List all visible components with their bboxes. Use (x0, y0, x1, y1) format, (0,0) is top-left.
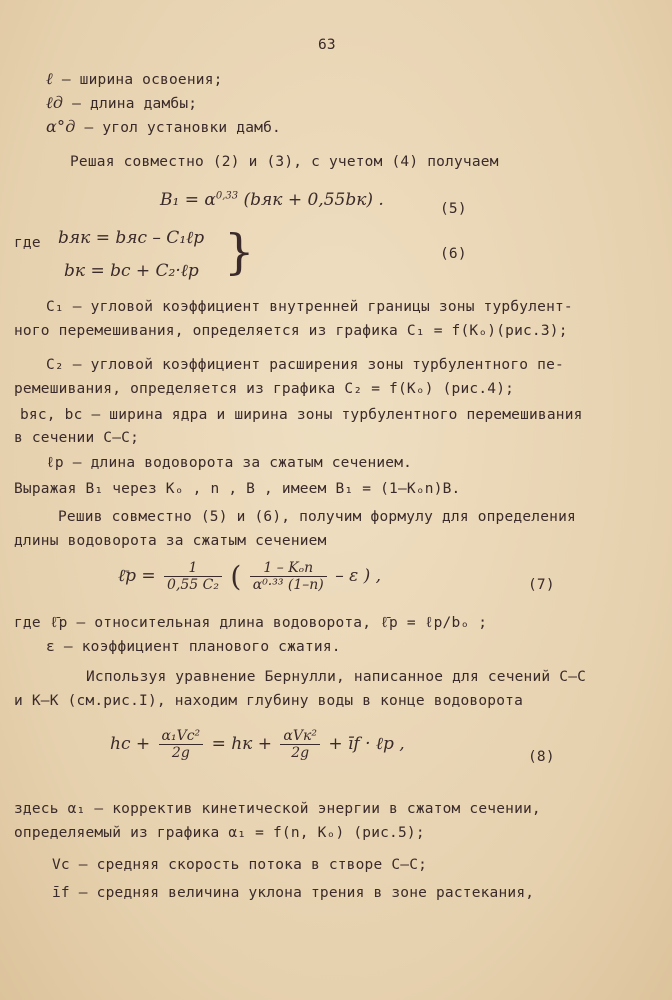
b-def-line2: в сечении С–С; (14, 430, 140, 446)
c2-def-line1: C₂ – угловой коэффициент расширения зоны турбулентного пе- (46, 357, 564, 373)
c1-def-line1: C₁ – угловой коэффициент внутренней границы зоны турбулент- (46, 299, 573, 315)
eq6-where: где (14, 235, 41, 251)
page-number: 63 (318, 37, 336, 53)
here-line1: здесь α₁ – корректив кинетической энергии в сжатом сечении, (14, 801, 541, 817)
where7-line1: где ℓ̄р – относительная длина водоворота, ℓ̄р = ℓр/bₒ ; (14, 615, 488, 631)
equation-6-line2: bк = bс + C₂·ℓр (64, 261, 199, 281)
here-line2: определяемый из графика α₁ = f(n, Kₒ) (рис.5); (14, 825, 425, 841)
bernoulli-line1: Используя уравнение Бернулли, написанное для сечений С–С (86, 669, 587, 685)
equation-5: $B_1 = \alpha^{0,33}$ (bяк + 0,55bк) . (160, 190, 384, 210)
eq7-number: (7) (528, 577, 555, 593)
equation-6-line1: bяк = bяс – C₁ℓр (58, 228, 205, 248)
lp-def: ℓр – длина водоворота за сжатым сечением. (46, 455, 413, 471)
bernoulli-line2: и К–К (см.рис.I), находим глубину воды в конце водоворота (14, 693, 523, 709)
c1-def-line2: ного перемешивания, определяется из графика C₁ = f(Kₒ)(рис.3); (14, 323, 568, 339)
solve2-line1: Решив совместно (5) и (6), получим формулу для определения (58, 509, 576, 525)
def-alpha: α°д – угол установки дамб. (46, 117, 281, 136)
solve2-line2: длины водоворота за сжатым сечением (14, 533, 327, 549)
b-def-line1: bяс, bс – ширина ядра и ширина зоны турбулентного перемешивания (20, 407, 583, 423)
vc-def: Vc – средняя скорость потока в створе С–С; (52, 857, 428, 873)
if-def: īf – средняя величина уклона трения в зоне растекания, (52, 885, 535, 901)
eq7-fraction-2: $\frac{\text{1 – Kₒn}}{\text{α⁰·³³ (1–n)}}$ (250, 560, 327, 593)
eq8-fraction-1: $\frac{\text{α₁Vc²}}{2g}$ (159, 728, 204, 761)
solve-text: Решая совместно (2) и (3), с учетом (4) получаем (70, 154, 499, 170)
eq5-number: (5) (440, 201, 467, 217)
equation-8: hc + $\frac{\text{α₁Vc²}}{2g}$ = hк + $\frac{\text{αVк²}}{2g}$ + īf · ℓр , (110, 728, 405, 761)
equation-7: ℓ̄р = $\frac{1}{\text{0,55 C₂}}$ ( $\frac{\text{1 – Kₒn}}{\text{α⁰·³³ (1–n)}}$ – ε ) , (118, 560, 382, 593)
eq6-number: (6) (440, 246, 467, 262)
def-l: ℓ – ширина освоения; (46, 69, 223, 88)
eq8-number: (8) (528, 749, 555, 765)
def-ld: ℓд – длина дамбы; (46, 93, 198, 112)
eq7-fraction-1: $\frac{1}{\text{0,55 C₂}}$ (164, 560, 222, 593)
c2-def-line2: ремешивания, определяется из графика C₂ = f(Kₒ) (рис.4); (14, 381, 515, 397)
eq6-brace: } (224, 224, 255, 280)
where7-line2: ε – коэффициент планового сжатия. (46, 639, 341, 655)
express-line: Выражая B₁ через Kₒ , n , B , имеем B₁ = (1–Kₒn)B. (14, 481, 461, 497)
eq8-fraction-2: $\frac{\text{αVк²}}{2g}$ (280, 728, 320, 761)
